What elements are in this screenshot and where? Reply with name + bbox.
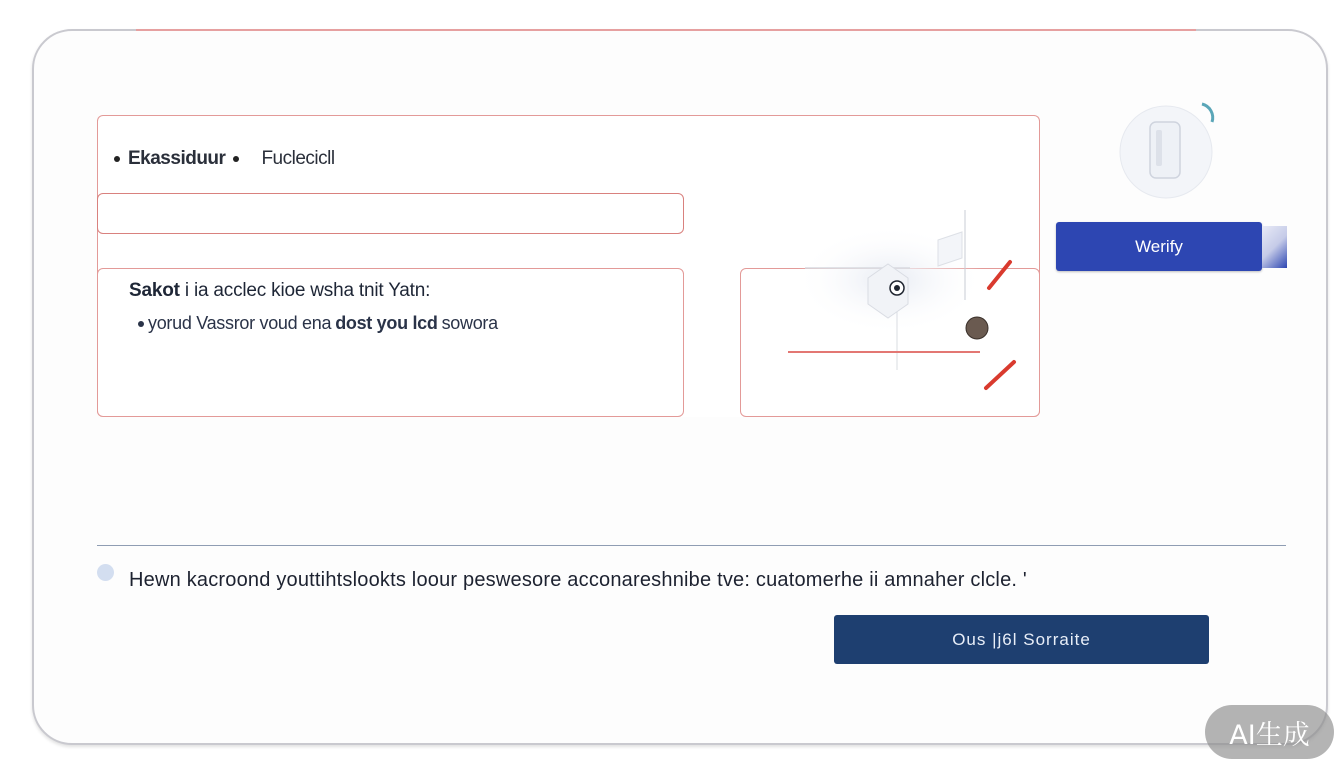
info-title-rest: i ia acclec kioe wsha tnit Yatn: xyxy=(184,280,431,301)
pin-dot xyxy=(894,285,900,291)
field-label xyxy=(114,148,335,170)
bullet-dot xyxy=(233,156,239,162)
verify-button[interactable]: Werify xyxy=(1056,222,1262,271)
card-top-accent xyxy=(136,29,1196,31)
divider xyxy=(97,545,1286,546)
info-bullet xyxy=(138,313,498,334)
red-stroke xyxy=(986,362,1014,388)
submit-button[interactable]: Ous |j6l Sorraite xyxy=(834,615,1209,664)
info-title-bold: Sakot xyxy=(129,280,180,301)
field-label-rest: Fuclecicll xyxy=(261,148,335,169)
text-input[interactable] xyxy=(97,193,684,234)
info-bullet-prefix: yorud Vassror voud ena xyxy=(148,313,332,333)
info-bullet-suffix: sowora xyxy=(441,313,498,333)
note-dot xyxy=(97,564,114,581)
red-stroke xyxy=(989,262,1010,288)
note-text: Hewn kacroond youttihtslookts loour peswesore acconareshnibe tve: cuatomerhe ii amnaher clcle. ' xyxy=(129,569,1027,591)
info-bullet-bold: dost you lcd xyxy=(335,313,438,333)
info-title xyxy=(129,280,430,302)
knob-icon xyxy=(966,317,988,339)
bullet-dot xyxy=(114,156,120,162)
bullet-dot xyxy=(138,321,144,327)
captcha-illustration xyxy=(740,200,1040,417)
ai-watermark: AI生成 xyxy=(1205,705,1334,759)
field-label-bold: Ekassiduur xyxy=(128,148,226,169)
verify-tab xyxy=(1262,226,1287,268)
phone-icon xyxy=(1116,100,1220,204)
